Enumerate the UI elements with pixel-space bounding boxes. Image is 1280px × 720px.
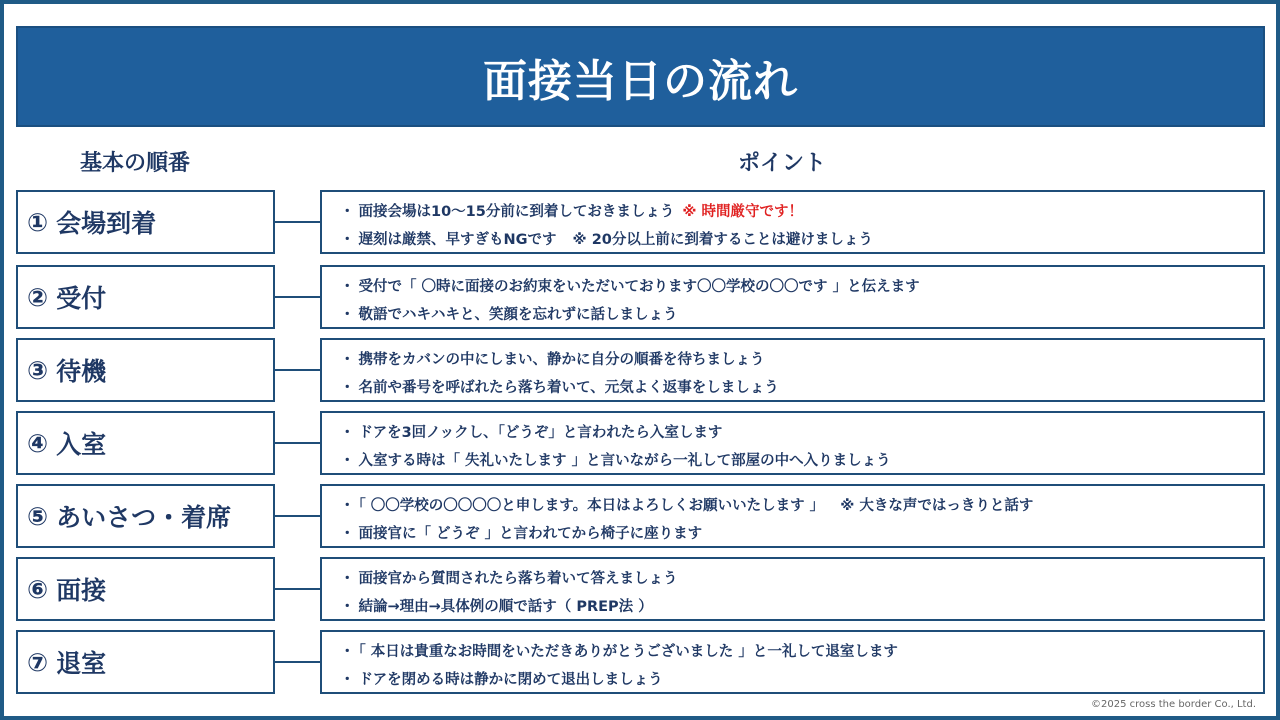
bullet-mark: ・ [340,526,355,542]
points-box [320,630,1265,694]
step-box [16,338,275,402]
point-item [340,638,1263,666]
step-row [16,557,1265,621]
point-text: ドアを3回ノックし、「どうぞ」と言われたら入室します [358,425,723,441]
step-label: 面接 [56,576,107,605]
bullet-mark: ・ [340,232,355,248]
step-row [16,630,1265,694]
points-box [320,338,1265,402]
bullet-mark: ・ [340,352,355,368]
point-text: 敬語でハキハキと、笑顔を忘れずに話しましょう [358,307,678,323]
bullet-mark: ・ [340,425,355,441]
point-text: 受付で「 〇時に面接のお約束をいただいております〇〇学校の〇〇です 」と伝えます [358,279,920,295]
bullet-mark: ・ [340,599,355,615]
bullet-mark: ・ [340,279,355,295]
point-text: ドアを閉める時は静かに閉めて退出しましょう [358,672,663,688]
point-text: 入室する時は「 失礼いたします 」と言いながら一礼して部屋の中へ入りましょう [358,453,891,469]
step-label: 待機 [56,357,107,386]
step-box [16,411,275,475]
point-text: 面接会場は10～15分前に到着しておきましょう [358,204,675,220]
point-text: 「 本日は貴重なお時間をいただきありがとうございました 」と一礼して退室します [358,644,898,660]
bullet-mark: ・ [340,204,355,220]
point-item [340,447,1263,475]
step-row [16,190,1265,254]
title-banner [16,26,1265,127]
point-item [340,226,1263,254]
step-number: ⑦ [27,647,49,677]
step-label: 受付 [56,284,107,313]
step-label: あいさつ・着席 [56,503,232,532]
point-item [340,520,1263,548]
step-label: 会場到着 [56,209,157,238]
bullet-mark: ・ [340,672,355,688]
point-item [340,198,1263,226]
page-title: 面接当日の流れ [483,55,798,107]
point-alert: ※ 時間厳守です！ [682,204,804,220]
points-box [320,557,1265,621]
point-text: 面接官から質問されたら落ち着いて答えましょう [358,571,678,587]
connector-line [275,588,320,590]
bullet-mark: ・ [340,380,355,396]
step-row [16,484,1265,548]
points-box [320,190,1265,254]
connector-line [275,296,320,298]
point-item [340,419,1263,447]
step-box [16,557,275,621]
point-item [340,492,1263,520]
step-label: 退室 [56,649,107,678]
points-box [320,484,1265,548]
connector-line [275,442,320,444]
step-row [16,338,1265,402]
point-text: 面接官に「 どうぞ 」と言われてから椅子に座ります [358,526,703,542]
point-item [340,565,1263,593]
bullet-mark: ・ [340,571,355,587]
bullet-mark: ・ [340,498,355,514]
bullet-mark: ・ [340,644,355,660]
step-number: ② [27,282,49,312]
point-text: 携帯をカバンの中にしまい、静かに自分の順番を待ちましょう [358,352,765,368]
copyright-notice: ©2025 cross the border Co., Ltd. [1091,699,1256,710]
step-number: ⑥ [27,574,49,604]
step-number: ③ [27,355,49,385]
point-item [340,346,1263,374]
point-item [340,273,1263,301]
step-box [16,484,275,548]
points-box [320,265,1265,329]
step-row [16,265,1265,329]
step-label: 入室 [56,430,107,459]
step-box [16,630,275,694]
step-number: ⑤ [27,501,49,531]
point-text: 遅刻は厳禁、早すぎもNGです [358,232,557,248]
points-column-header: ポイント [738,151,827,176]
step-box [16,190,275,254]
point-text: 結論→理由→具体例の順で話す（ PREP法 ） [358,599,653,615]
step-number: ① [27,207,49,237]
step-row [16,411,1265,475]
point-item [340,374,1263,402]
step-number: ④ [27,428,49,458]
connector-line [275,661,320,663]
point-item [340,301,1263,329]
connector-line [275,369,320,371]
connector-line [275,515,320,517]
point-item [340,593,1263,621]
point-item [340,666,1263,694]
point-text: 名前や番号を呼ばれたら落ち着いて、元気よく返事をしましょう [358,380,779,396]
bullet-mark: ・ [340,453,355,469]
connector-line [275,221,320,223]
steps-column-header: 基本の順番 [80,151,191,176]
points-box [320,411,1265,475]
step-box [16,265,275,329]
point-text: 「 〇〇学校の〇〇〇〇と申します。本日はよろしくお願いいたします 」 [358,498,825,514]
point-note: ※ 大きな声ではっきりと話す [840,498,1034,514]
bullet-mark: ・ [340,307,355,323]
point-note: ※ 20分以上前に到着することは避けましょう [572,232,873,248]
